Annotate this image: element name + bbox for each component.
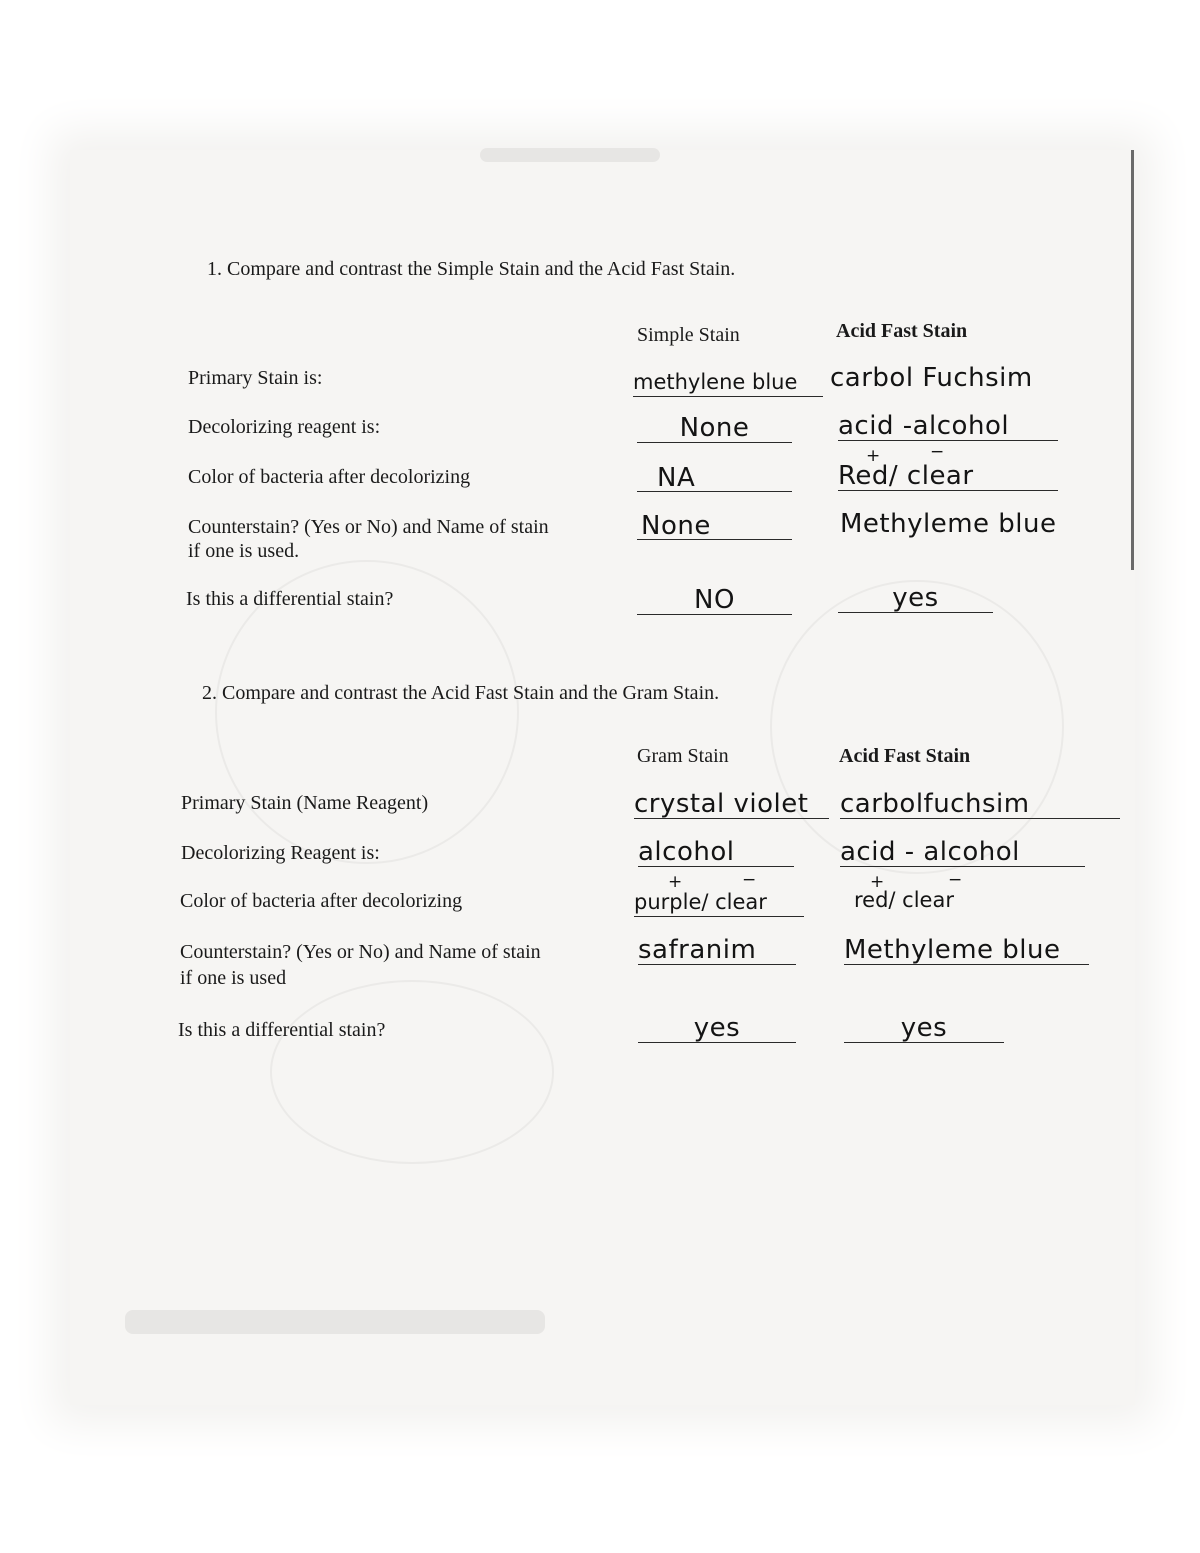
s1-primary-acidfast-answer: carbol Fuchsim (830, 363, 1033, 393)
s1-counterstain-acidfast-answer: Methyleme blue (840, 509, 1057, 539)
bleed-through-header-bar (480, 148, 660, 162)
s2-decolorizing-acidfast-answer: acid - alcohol (840, 838, 1085, 867)
bleed-through-circle-right (770, 580, 1064, 874)
s1-color-acidfast-answer: Red/ clear (838, 462, 1058, 491)
bleed-through-circle-lower (270, 980, 554, 1164)
bleed-through-footer-bar (125, 1310, 545, 1334)
section2-col2-header: Acid Fast Stain (839, 745, 971, 767)
s1-plus-mark: + (866, 446, 881, 466)
s1-primary-simple-answer: methylene blue (633, 368, 823, 397)
s2-counterstain-acidfast-answer: Methyleme blue (844, 936, 1089, 965)
question-2: 2. Compare and contrast the Acid Fast Stain and the Gram Stain. (202, 682, 720, 704)
s1-decolorizing-simple-answer: None (637, 414, 792, 443)
section2-col1-header: Gram Stain (637, 745, 729, 767)
s2-gram-plus-mark: + (668, 872, 683, 892)
s1-row-differential-label: Is this a differential stain? (186, 588, 394, 610)
s1-row-counterstain-label: Counterstain? (Yes or No) and Name of stain (188, 516, 549, 538)
s2-primary-acidfast-answer: carbolfuchsim (840, 790, 1120, 819)
s1-counterstain-simple-answer: None (637, 512, 792, 540)
s2-acidfast-plus-mark: + (870, 872, 885, 892)
s2-differential-gram-answer: yes (638, 1014, 796, 1043)
s1-row-primary-label: Primary Stain is: (188, 367, 323, 389)
s2-color-gram-answer: purple/ clear (634, 888, 804, 917)
s2-gram-minus-mark: − (742, 870, 757, 890)
s1-row-counterstain-label-line2: if one is used. (188, 540, 300, 562)
question-1: 1. Compare and contrast the Simple Stain and the Acid Fast Stain. (207, 258, 736, 280)
s2-row-counterstain-label-line2: if one is used (180, 967, 287, 989)
section1-col2-header: Acid Fast Stain (836, 320, 968, 342)
s1-differential-simple-answer: NO (637, 586, 792, 615)
s2-decolorizing-gram-answer: alcohol (638, 838, 794, 867)
s2-color-acidfast-answer: red/ clear (854, 888, 954, 912)
s2-row-decolorizing-label: Decolorizing Reagent is: (181, 842, 380, 864)
s1-differential-acidfast-answer: yes (838, 584, 993, 613)
s2-row-primary-label: Primary Stain (Name Reagent) (181, 792, 429, 814)
page-edge-shadow (1131, 150, 1134, 570)
s2-row-differential-label: Is this a differential stain? (178, 1019, 386, 1041)
s2-counterstain-gram-answer: safranim (638, 936, 796, 965)
s2-row-color-label: Color of bacteria after decolorizing (180, 890, 463, 912)
section1-col1-header: Simple Stain (637, 324, 740, 346)
s2-acidfast-minus-mark: − (948, 870, 963, 890)
s1-row-color-label: Color of bacteria after decolorizing (188, 466, 471, 488)
s2-primary-gram-answer: crystal violet (634, 790, 829, 819)
s1-color-simple-answer: NA (637, 464, 792, 492)
s1-minus-mark: − (930, 442, 945, 462)
s2-row-counterstain-label: Counterstain? (Yes or No) and Name of stain (180, 941, 541, 963)
s1-row-decolorizing-label: Decolorizing reagent is: (188, 416, 381, 438)
s1-decolorizing-acidfast-answer: acid -alcohol (838, 412, 1058, 441)
s2-differential-acidfast-answer: yes (844, 1014, 1004, 1043)
